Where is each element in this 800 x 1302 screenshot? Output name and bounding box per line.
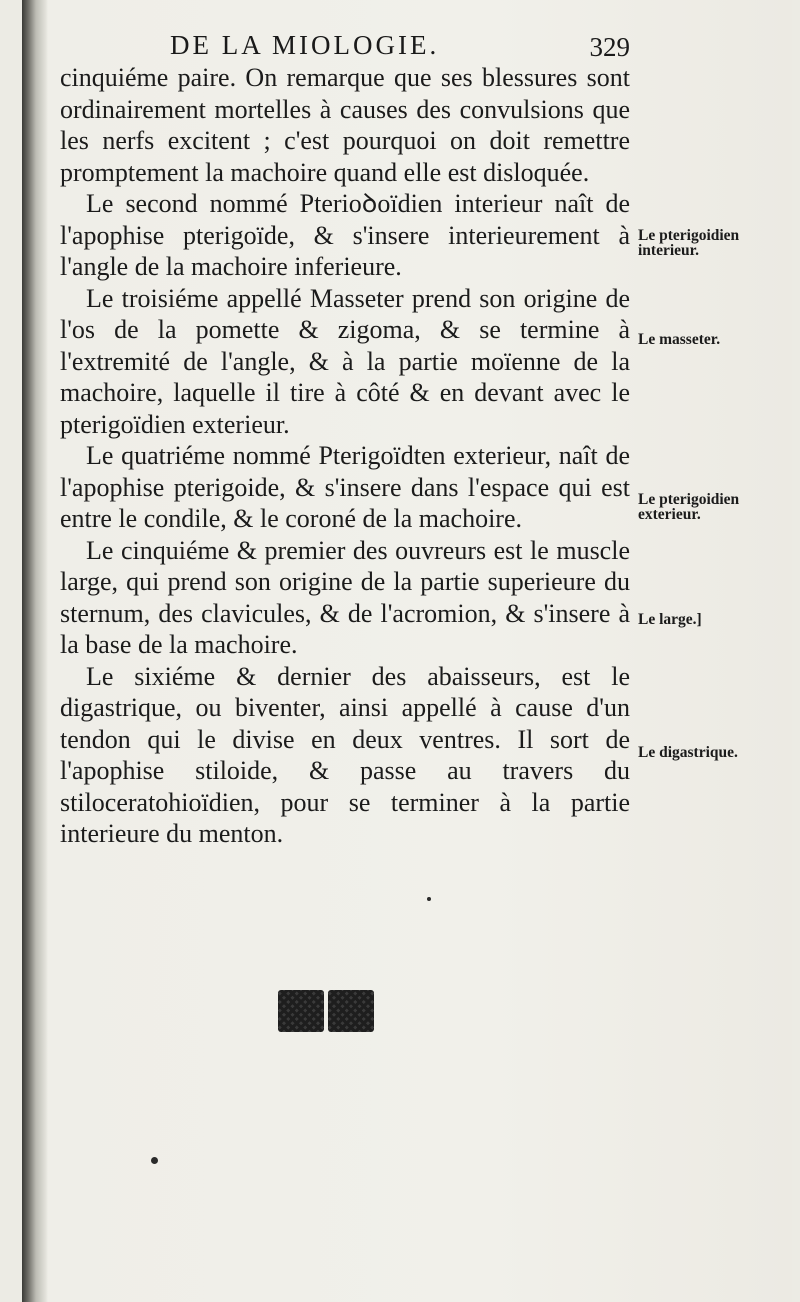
paragraph-2: Le second nommé Pterioꝺoïdien interieur naît de l'apophise pterigoïde, & s'insere interieurement à l'angle de la machoire inferieure. xyxy=(60,189,630,281)
ink-spot xyxy=(151,1157,158,1164)
running-head: DE LA MIOLOGIE. xyxy=(170,30,440,60)
margin-note-pterigoidien-exterieur: Le pterigoidien exterieur. xyxy=(638,491,740,523)
margin-note-digastrique: Le digastrique. xyxy=(638,744,738,761)
ornament-right-block xyxy=(328,990,374,1032)
margin-note-pterigoidien-interieur: Le pterigoidien interieur. xyxy=(638,227,740,259)
paragraph-1: cinquiéme paire. On remarque que ses blessures sont ordinairement mortelles à causes des convulsions que les nerfs excitent ; c'est pourquoi on doit remettre promptement la machoire quand elle est disloquée. xyxy=(60,63,630,187)
ornament-left-block xyxy=(278,990,324,1032)
ink-spot xyxy=(427,897,431,901)
body-text xyxy=(60,62,630,850)
margin-note-large: Le large.] xyxy=(638,611,702,628)
page-number: 329 xyxy=(589,32,630,62)
paragraph-6: Le sixiéme & dernier des abaisseurs, est le digastrique, ou biventer, ainsi appellé à cause d'un tendon qui le divise en deux ventres. Il sort de l'apophise stiloide, & passe au travers du stiloceratohioïdien, pour se terminer à la partie interieure du menton. xyxy=(60,661,630,848)
paragraph-3: Le troisiéme appellé Masseter prend son origine de l'os de la pomette & zigoma, & se termine à l'extremité de l'angle, & à la partie moïenne de la machoire, laquelle il tire à côté & en devant avec le pterigoïdien exterieur. xyxy=(60,283,630,439)
margin-note-masseter: Le masseter. xyxy=(638,331,721,348)
printers-ornament xyxy=(278,990,374,1032)
paragraph-5: Le cinquiéme & premier des ouvreurs est le muscle large, qui prend son origine de la partie superieure du sternum, des clavicules, & de l'acromion, & s'insere à la base de la machoire. xyxy=(60,535,630,659)
book-gutter xyxy=(22,0,48,1302)
paragraph-4: Le quatriéme nommé Pterigoïdten exterieur, naît de l'apophise pterigoide, & s'insere dans l'espace qui est entre le condile, & le coroné de la machoire. xyxy=(60,441,630,533)
